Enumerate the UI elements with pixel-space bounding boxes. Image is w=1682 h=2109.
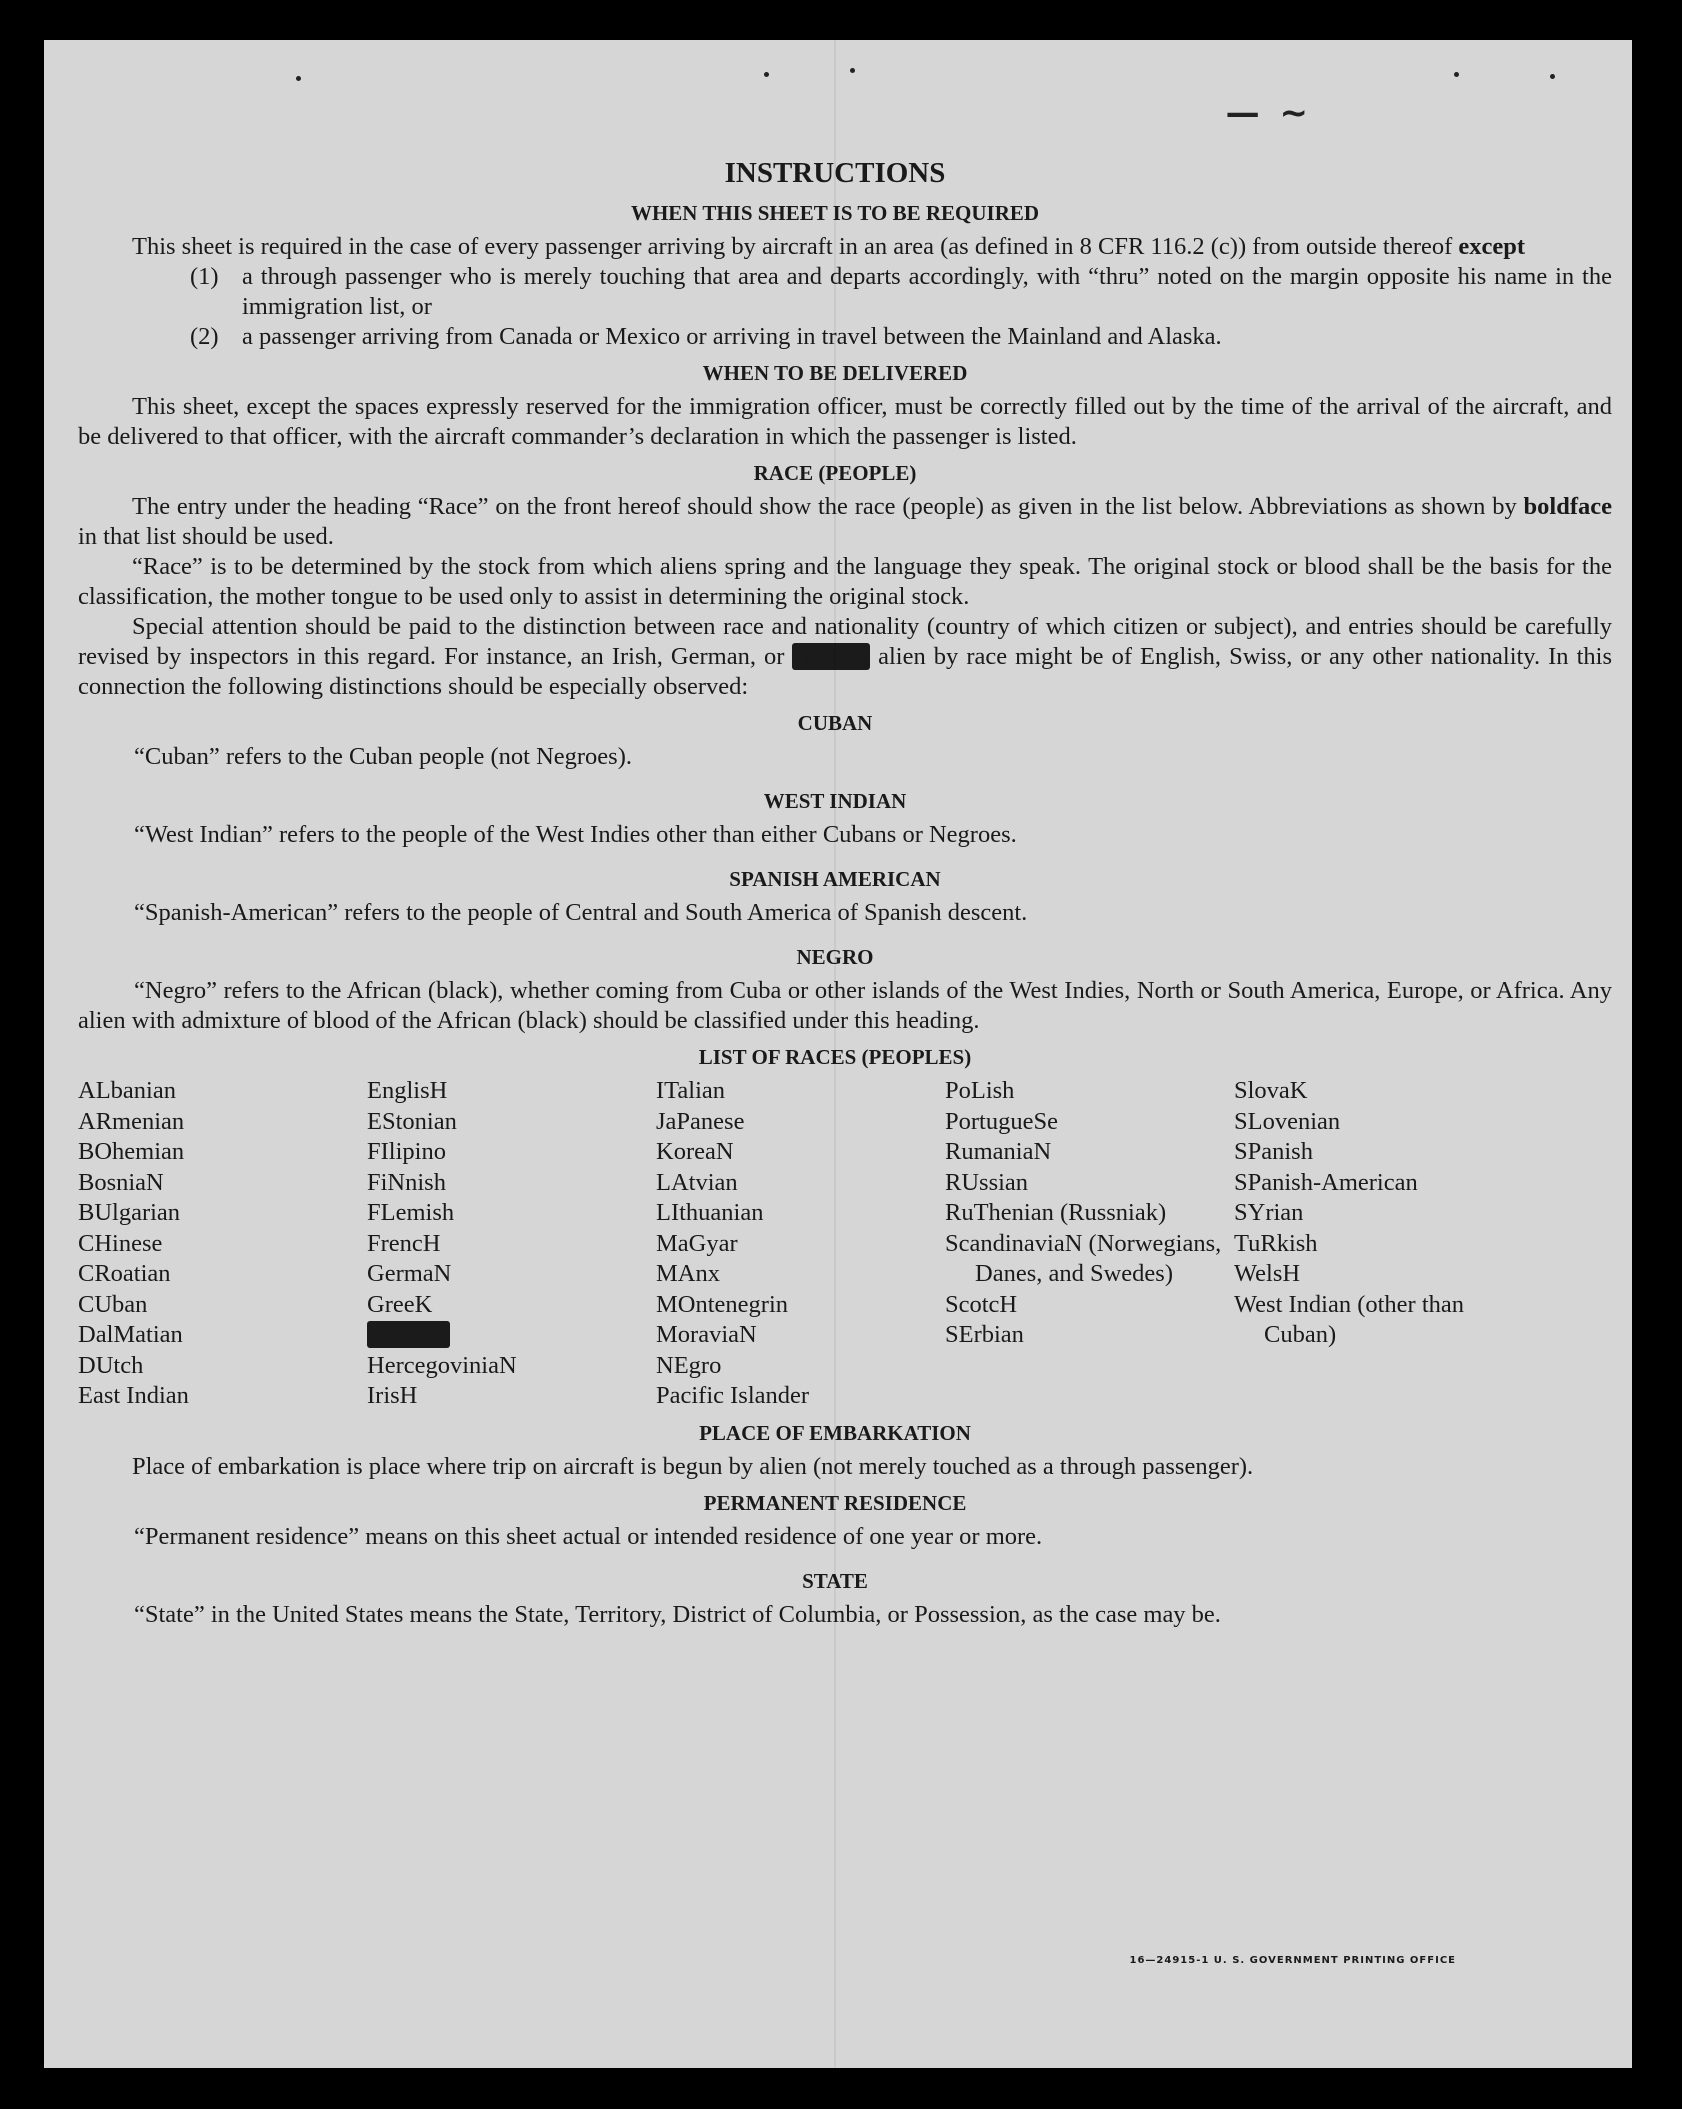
- race-entry: KoreaN: [656, 1138, 734, 1165]
- race-entry: LIthuanian: [656, 1199, 764, 1226]
- race-entry: ScandinaviaN (Norwegians, Danes, and Swedes): [945, 1229, 1222, 1287]
- heading-negro: NEGRO: [796, 945, 874, 969]
- race-entry: EStonian: [367, 1107, 457, 1135]
- race-entry: CHinese: [78, 1229, 163, 1257]
- race-entry: HercegoviniaN: [367, 1351, 517, 1379]
- embarkation-text: Place of embarkation is place where trip on aircraft is begun by alien (not merely touched as a through passenger).: [132, 1452, 1254, 1480]
- speck: [764, 72, 769, 77]
- race-entry: GreeK: [367, 1290, 433, 1318]
- race-entry: GermaN: [367, 1260, 452, 1287]
- race-p1-bold: boldface: [1523, 493, 1613, 520]
- spanish-american-text: “Spanish-American” refers to the people of Central and South America of Spanish descent.: [134, 899, 1028, 926]
- heading-permanent-residence: PERMANENT RESIDENCE: [703, 1490, 967, 1515]
- race-entry: MAnx: [656, 1260, 720, 1287]
- heading-west-indian: WEST INDIAN: [763, 789, 907, 813]
- handwritten-mark: — ~: [1225, 93, 1312, 133]
- speck: [1454, 72, 1459, 77]
- race-entry: SPanish-American: [1234, 1168, 1418, 1196]
- race-entry: IrisH: [367, 1382, 418, 1409]
- races-column-2: [367, 1076, 656, 1412]
- race-entry: ScotcH: [945, 1290, 1018, 1318]
- speck: [850, 68, 855, 73]
- race-paragraph-3: [78, 612, 1612, 702]
- race-entry: LAtvian: [656, 1168, 738, 1196]
- race-entry: EnglisH: [367, 1077, 448, 1104]
- races-column-3: [656, 1076, 945, 1412]
- race-entry: NEgro: [656, 1351, 722, 1379]
- item-text: a passenger arriving from Canada or Mexico or arriving in travel between the Mainland and Alaska.: [242, 323, 1222, 350]
- when-required-intro: [78, 232, 1612, 262]
- races-column-1: [78, 1076, 367, 1412]
- heading-when-required: WHEN THIS SHEET IS TO BE REQUIRED: [630, 201, 1040, 225]
- race-entry: JaPanese: [656, 1107, 745, 1135]
- race-entry: MoraviaN: [656, 1321, 757, 1348]
- heading-state: STATE: [802, 1568, 868, 1593]
- west-indian-text: “West Indian” refers to the people of the West Indies other than either Cubans or Negroes.: [134, 821, 1017, 848]
- race-entry: WelsH: [1234, 1260, 1301, 1287]
- heading-race: RACE (PEOPLE): [753, 461, 917, 485]
- race-p1-a: The entry under the heading “Race” on the front hereof should show the race (people) as given in the list below. Abbreviations as shown by: [132, 493, 1517, 520]
- race-entry: MaGyar: [656, 1229, 738, 1257]
- printing-office-code: 16—24915-1 U. S. GOVERNMENT PRINTING OFFICE: [1129, 1955, 1456, 1966]
- race-entry: FIlipino: [367, 1138, 446, 1165]
- race-entry: ITalian: [656, 1077, 726, 1104]
- when-required-except: except: [1458, 233, 1526, 260]
- race-entry: BUlgarian: [78, 1199, 181, 1226]
- race-entry: RUssian: [945, 1168, 1029, 1196]
- race-entry: SYrian: [1234, 1199, 1304, 1226]
- heading-cuban: CUBAN: [797, 711, 873, 735]
- race-entry: DUtch: [78, 1351, 144, 1379]
- cuban-text: “Cuban” refers to the Cuban people (not Negroes).: [134, 743, 632, 770]
- race-entry-redacted: [367, 1320, 656, 1351]
- when-delivered-text: This sheet, except the spaces expressly reserved for the immigration officer, must be correctly filled out by the time of the arrival of the aircraft, and be delivered to that officer, with the aircraft commander’s declaration in which the passenger is listed.: [78, 393, 1612, 450]
- race-entry: ARmenian: [78, 1107, 185, 1135]
- race-entry: FLemish: [367, 1199, 455, 1226]
- page-title: INSTRUCTIONS: [724, 157, 946, 189]
- speck: [296, 76, 301, 81]
- race-entry: FiNnish: [367, 1168, 446, 1196]
- race-entry: East Indian: [78, 1382, 189, 1409]
- race-p1-b: in that list should be used.: [78, 523, 334, 550]
- race-entry: MOntenegrin: [656, 1290, 788, 1318]
- item-number: (2): [190, 323, 219, 350]
- race-entry: SLovenian: [1234, 1107, 1341, 1135]
- race-entry: SPanish: [1234, 1138, 1313, 1165]
- item-text: a through passenger who is merely touching that area and departs accordingly, with “thru” noted on the margin opposite his name in the immigration list, or: [242, 263, 1612, 320]
- heading-when-delivered: WHEN TO BE DELIVERED: [702, 361, 968, 385]
- race-p3-a: Special attention should be paid to the distinction between race and nationality (country of which citizen or subject), and entries should be carefully revised by inspectors in this regard. For instance, an Irish, German, or: [78, 613, 1612, 670]
- document-page: [44, 40, 1632, 2068]
- race-entry: CRoatian: [78, 1260, 171, 1287]
- heading-spanish-american: SPANISH AMERICAN: [729, 867, 941, 891]
- race-entry: RumaniaN: [945, 1138, 1052, 1165]
- race-entry: Pacific Islander: [656, 1382, 810, 1409]
- race-paragraph-2: “Race” is to be determined by the stock from which aliens spring and the language they speak. The original stock or blood shall be the basis for the classification, the mother tongue to be used only to assist in determining the original stock.: [78, 553, 1612, 610]
- when-required-intro-text: This sheet is required in the case of every passenger arriving by aircraft in an area (as defined in 8 CFR 116.2 (c)) from outside thereof: [132, 233, 1453, 260]
- race-p3-b: alien by race might be of English, Swiss, or any other nationality. In this connection the following distinctions should be especially observed:: [78, 643, 1613, 700]
- race-entry: PoLish: [945, 1077, 1015, 1104]
- race-entry: RuThenian (Russniak): [945, 1199, 1167, 1226]
- race-entry: West Indian (other than Cuban): [1234, 1290, 1465, 1348]
- race-entry: BOhemian: [78, 1138, 185, 1165]
- list-item: [190, 322, 1612, 352]
- race-entry: BosniaN: [78, 1168, 164, 1196]
- race-entry: CUban: [78, 1290, 148, 1318]
- race-entry: TuRkish: [1234, 1229, 1318, 1257]
- list-item: [190, 262, 1612, 322]
- races-list: [78, 1076, 1612, 1412]
- state-text: “State” in the United States means the State, Territory, District of Columbia, or Possession, as the case may be.: [134, 1600, 1221, 1628]
- races-column-4: [945, 1076, 1234, 1412]
- heading-embarkation: PLACE OF EMBARKATION: [699, 1420, 971, 1445]
- item-number: (1): [190, 263, 219, 290]
- redacted-word: Hebrew: [792, 643, 871, 670]
- race-entry: DalMatian: [78, 1321, 183, 1348]
- race-entry: SlovaK: [1234, 1077, 1308, 1104]
- races-column-5: [1234, 1076, 1494, 1412]
- race-entry: FrencH: [367, 1229, 441, 1257]
- race-entry: ALbanian: [78, 1077, 176, 1104]
- redacted-word: HebreW: [367, 1321, 450, 1348]
- race-paragraph-1: [78, 492, 1612, 552]
- race-entry: SErbian: [945, 1321, 1024, 1348]
- race-entry: PortugueSe: [945, 1107, 1058, 1135]
- permanent-residence-text: “Permanent residence” means on this sheet actual or intended residence of one year or more.: [134, 1522, 1043, 1550]
- negro-text: “Negro” refers to the African (black), whether coming from Cuba or other islands of the West Indies, North or South America, Europe, or Africa. Any alien with admixture of blood of the African (black) should be classified under this heading.: [78, 977, 1612, 1034]
- speck: [1550, 74, 1555, 79]
- heading-list-of-races: LIST OF RACES (PEOPLES): [698, 1045, 972, 1069]
- fold-line: [834, 40, 836, 2068]
